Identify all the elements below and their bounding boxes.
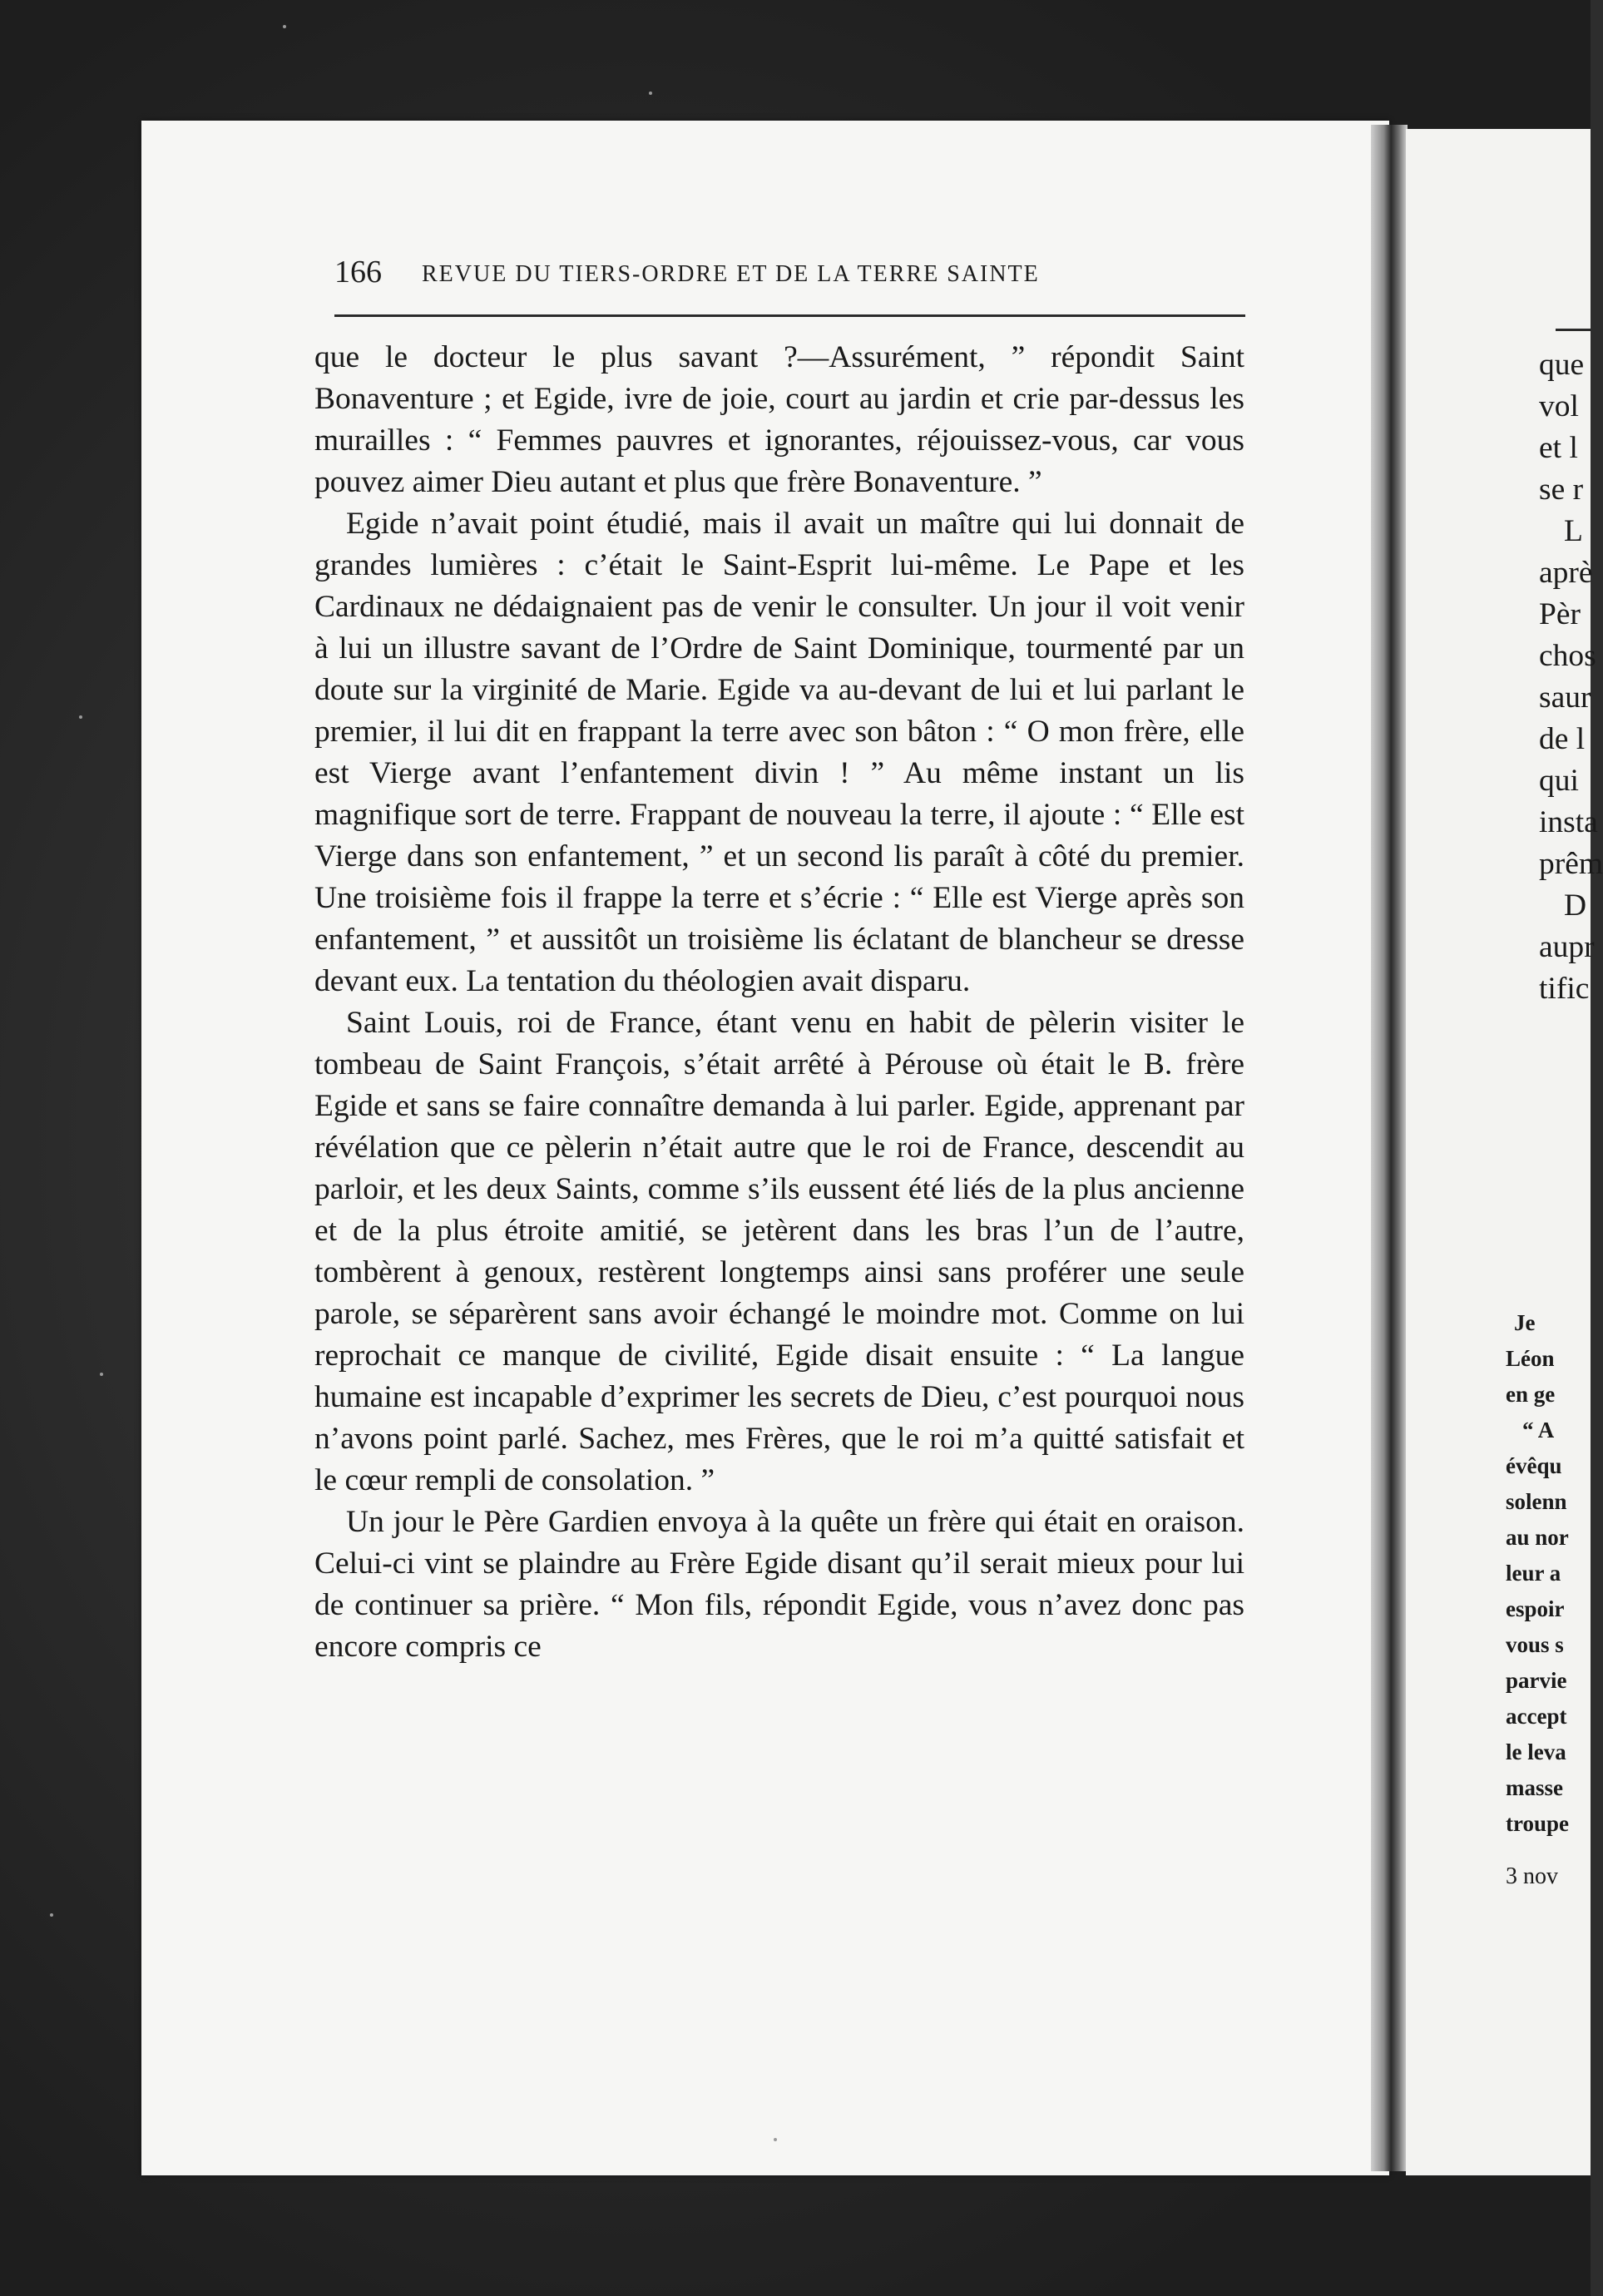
scan-speck: [79, 715, 82, 719]
right-note-line: en ge: [1506, 1382, 1556, 1407]
right-line: qui: [1539, 764, 1579, 798]
right-header-rule: [1556, 329, 1591, 331]
right-line: tific: [1539, 972, 1590, 1006]
right-page: [1406, 129, 1603, 2175]
right-line: chos: [1539, 639, 1596, 673]
right-note-line: parvie: [1506, 1668, 1567, 1693]
right-note-line: troupe: [1506, 1811, 1570, 1836]
right-line: prêm: [1539, 847, 1603, 881]
right-note-line: espoir: [1506, 1596, 1565, 1621]
scan-speck: [649, 92, 652, 95]
paragraph: Un jour le Père Gardien envoya à la quête un frère qui était en oraison. Celui-ci vint se plaindre au Frère Egide disant qu’il serait mieux pour lui de continuer sa prière. “ Mon fils, répondit Egide, vous n’avez donc pas encore compris ce: [314, 1505, 1244, 1664]
paragraph: Saint Louis, roi de France, étant venu en habit de pèlerin visiter le tombeau de Saint François, s’était arrêté à Pérouse où était le B. frère Egide et sans se faire connaître demanda à lui parler. Egide, apprenant par révélation que ce pèlerin n’était autre que le roi de France, descendit au parloir, et les deux Saints, comme s’ils eussent été liés de la plus ancienne et de la plus étroite amitié, se jetèrent dans les bras l’un de l’autre, tombèrent à genoux, restèrent longtemps ainsi sans proférer une seule parole, se séparèrent sans avoir échangé le moindre mot. Comme on lui reprochait ce manque de civilité, Egide disait ensuite : “ La langue humaine est incapable d’exprimer les secrets de Dieu, c’est pourquoi nous n’avons point parlé. Sachez, mes Frères, que le roi m’a quitté satisfait et le cœur rempli de consolation. ”: [314, 1006, 1244, 1497]
right-note-line: “ A: [1522, 1418, 1555, 1442]
right-line: et l: [1539, 431, 1578, 465]
paragraph: Egide n’avait point étudié, mais il avait un maître qui lui donnait de grandes lumières : c’était le Saint-Esprit lui-même. Le Pape et les Cardinaux ne dédaignaient pas de venir le consulter. Un jour il voit venir à lui un illustre savant de l’Ordre de Saint Dominique, tourmenté par un doute sur la virginité de Marie. Egide va au-devant de lui et lui parlant le premier, il lui dit en frappant la terre avec son bâton : “ O mon frère, elle est Vierge avant l’enfantement divin ! ” Au même instant un lis magnifique sort de terre. Frappant de nouveau la terre, il ajoute : “ Elle est Vierge dans son enfantement, ” et un second lis paraît à côté du premier. Une troisième fois il frappe la terre et s’écrie : “ Elle est Vierge après son enfantement, ” et aussitôt un troisième lis éclatant de blancheur se dresse devant eux. La tentation du théologien avait disparu.: [314, 507, 1244, 998]
scan-speck: [50, 1913, 53, 1917]
right-note-line: leur a: [1506, 1561, 1561, 1586]
scan-speck: [100, 1373, 103, 1376]
paragraph: que le docteur le plus savant ?—Assurément, ” répondit Saint Bonaventure ; et Egide, ivre de joie, court au jardin et crie par-dessus les murailles : “ Femmes pauvres et ignorantes, réjouissez-vous, car vous pouvez aimer Dieu autant et plus que frère Bonaventure. ”: [314, 340, 1244, 499]
right-line: se r: [1539, 473, 1584, 507]
right-line: L: [1564, 514, 1583, 548]
right-note-line: le leva: [1506, 1739, 1566, 1764]
right-note-line: solenn: [1506, 1489, 1567, 1514]
scan-speck: [774, 2138, 777, 2141]
right-note-line: vous s: [1506, 1632, 1564, 1657]
right-line: aupr: [1539, 930, 1595, 964]
scan-speck: [283, 25, 286, 28]
right-line: que: [1539, 348, 1585, 382]
right-line: saur: [1539, 680, 1591, 715]
right-date-line: 3 nov: [1506, 1863, 1558, 1889]
book-gutter: [1371, 125, 1408, 2171]
running-header: [334, 254, 1249, 304]
right-line: aprè: [1539, 556, 1593, 590]
running-title: REVUE DU TIERS-ORDRE ET DE LA TERRE SAINTE: [422, 261, 1040, 287]
header-rule: [334, 314, 1245, 317]
right-note-line: accept: [1506, 1704, 1567, 1729]
right-note-line: Je: [1514, 1310, 1536, 1335]
right-note-line: Léon: [1506, 1346, 1555, 1371]
right-note-line: évêqu: [1506, 1453, 1562, 1478]
right-line: de l: [1539, 722, 1586, 756]
right-line: D: [1564, 888, 1587, 923]
body-text: [314, 337, 1244, 1668]
right-line: insta: [1539, 805, 1598, 839]
page-number: 166: [334, 255, 382, 289]
right-note-line: au nor: [1506, 1525, 1569, 1550]
right-note-line: masse: [1506, 1775, 1563, 1800]
right-line: Pèr: [1539, 597, 1581, 631]
right-line: vol: [1539, 389, 1579, 423]
